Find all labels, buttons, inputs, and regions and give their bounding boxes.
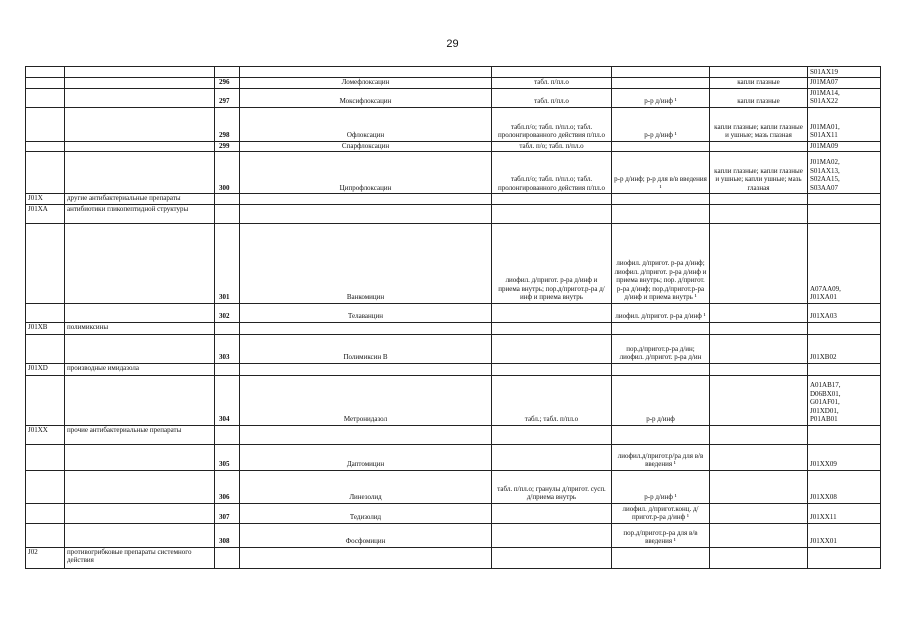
dosage-form-tablets xyxy=(492,523,612,547)
dosage-form-tablets xyxy=(492,303,612,322)
table-row xyxy=(26,223,881,303)
dosage-form-other xyxy=(710,204,808,223)
table-row xyxy=(26,375,881,425)
dosage-form-tablets xyxy=(492,194,612,205)
atc-group-code: J01XB xyxy=(26,322,65,334)
item-number xyxy=(215,204,240,223)
dosage-form-injection: пор.д/пригот.р-ра для в/в введения ¹ xyxy=(612,523,710,547)
drug-name: Фосфомицин xyxy=(240,523,492,547)
atc-group-name: противогрибковые препараты системного действия xyxy=(65,547,215,568)
dosage-form-tablets: табл. п/пл.о; гранулы д/пригот. сусп. д/приема внутрь xyxy=(492,470,612,503)
dosage-form-injection: р-р д/инф ¹ xyxy=(612,107,710,141)
dosage-form-tablets: табл. п/о; табл. п/пл.о xyxy=(492,141,612,152)
dosage-form-tablets xyxy=(492,547,612,568)
drug-name xyxy=(240,363,492,375)
dosage-form-injection xyxy=(612,204,710,223)
dosage-form-injection: р-р д/инф; р-р для в/в введения ¹ xyxy=(612,152,710,194)
dosage-form-other: капли глазные; капли глазные и ушные; мазь глазная xyxy=(710,107,808,141)
drug-name xyxy=(240,547,492,568)
dosage-form-injection: лиофил. д/пригот.конц. д/пригот.р-ра д/инф ¹ xyxy=(612,503,710,523)
dosage-form-other: капли глазные xyxy=(710,88,808,107)
dosage-form-tablets: табл.п/о; табл. п/пл.о; табл. пролонгированного действия п/пл.о xyxy=(492,152,612,194)
atc-code xyxy=(808,425,881,444)
dosage-form-injection xyxy=(612,194,710,205)
atc-group-name xyxy=(65,523,215,547)
item-number xyxy=(215,547,240,568)
drug-name: Даптомицин xyxy=(240,444,492,470)
atc-group-name xyxy=(65,78,215,89)
atc-code: J01XX09 xyxy=(808,444,881,470)
drug-name: Офлоксацин xyxy=(240,107,492,141)
atc-code: J01MA09 xyxy=(808,141,881,152)
atc-group-code xyxy=(26,78,65,89)
atc-group-code xyxy=(26,107,65,141)
atc-code: J01MA07 xyxy=(808,78,881,89)
dosage-form-other xyxy=(710,67,808,78)
dosage-form-other xyxy=(710,223,808,303)
item-number: 301 xyxy=(215,223,240,303)
group-row xyxy=(26,204,881,223)
atc-group-code xyxy=(26,152,65,194)
dosage-form-tablets xyxy=(492,334,612,363)
item-number: 302 xyxy=(215,303,240,322)
atc-code: J01XA03 xyxy=(808,303,881,322)
table-row xyxy=(26,503,881,523)
drug-name xyxy=(240,425,492,444)
atc-group-code xyxy=(26,503,65,523)
item-number: 306 xyxy=(215,470,240,503)
dosage-form-other: капли глазные; капли глазные и ушные; капли ушные; мазь глазная xyxy=(710,152,808,194)
atc-group-name xyxy=(65,503,215,523)
page-number: 29 xyxy=(446,38,459,50)
table-row xyxy=(26,141,881,152)
item-number: 308 xyxy=(215,523,240,547)
dosage-form-other xyxy=(710,503,808,523)
dosage-form-injection xyxy=(612,547,710,568)
table-row xyxy=(26,334,881,363)
atc-group-name: антибиотики гликопептидной структуры xyxy=(65,204,215,223)
dosage-form-tablets: табл. п/пл.о xyxy=(492,78,612,89)
atc-code: S01AX19 xyxy=(808,67,881,78)
atc-group-name: прочие антибактериальные препараты xyxy=(65,425,215,444)
dosage-form-tablets: табл.п/о; табл. п/пл.о; табл. пролонгированного действия п/пл.о xyxy=(492,107,612,141)
atc-code: J01XX11 xyxy=(808,503,881,523)
atc-group-name xyxy=(65,141,215,152)
drug-table-body xyxy=(26,67,881,569)
dosage-form-injection: р-р д/инф ¹ xyxy=(612,88,710,107)
dosage-form-injection: лиофил.д/пригот.р/ра для в/в введения ¹ xyxy=(612,444,710,470)
dosage-form-tablets xyxy=(492,363,612,375)
atc-code xyxy=(808,204,881,223)
atc-group-code: J01X xyxy=(26,194,65,205)
group-row xyxy=(26,425,881,444)
group-row xyxy=(26,547,881,568)
table-row xyxy=(26,303,881,322)
dosage-form-tablets: лиофил. д/пригот. р-ра д/инф и приема внутрь; пор.д/пригот.р-ра д/инф и приема внутрь xyxy=(492,223,612,303)
atc-code: J01MA01, S01AX11 xyxy=(808,107,881,141)
atc-group-code: J01XA xyxy=(26,204,65,223)
dosage-form-injection xyxy=(612,425,710,444)
atc-group-code xyxy=(26,88,65,107)
dosage-form-other xyxy=(710,547,808,568)
table-row xyxy=(26,88,881,107)
atc-group-name xyxy=(65,88,215,107)
drug-name: Телаванцин xyxy=(240,303,492,322)
atc-group-name xyxy=(65,303,215,322)
dosage-form-other xyxy=(710,375,808,425)
dosage-form-injection: лиофил. д/пригот. р-ра д/инф; лиофил. д/пригот. р-ра д/инф и приема внутрь; пор. д/пригот. р-ра д/инф; пор.д/пригот.р-ра д/инф и приема внутрь ¹ xyxy=(612,223,710,303)
dosage-form-other: капли глазные xyxy=(710,78,808,89)
dosage-form-other xyxy=(710,444,808,470)
table-row xyxy=(26,78,881,89)
atc-group-code xyxy=(26,470,65,503)
atc-group-name xyxy=(65,334,215,363)
atc-group-name xyxy=(65,444,215,470)
dosage-form-injection: лиофил. д/пригот. р-ра д/инф ¹ xyxy=(612,303,710,322)
atc-group-name: другие антибактериальные препараты xyxy=(65,194,215,205)
atc-group-code xyxy=(26,141,65,152)
dosage-form-injection xyxy=(612,67,710,78)
atc-group-code: J02 xyxy=(26,547,65,568)
table-row xyxy=(26,107,881,141)
atc-code: J01XX01 xyxy=(808,523,881,547)
group-row xyxy=(26,194,881,205)
dosage-form-tablets xyxy=(492,425,612,444)
atc-group-name xyxy=(65,107,215,141)
drug-name: Линезолид xyxy=(240,470,492,503)
dosage-form-injection xyxy=(612,141,710,152)
item-number: 304 xyxy=(215,375,240,425)
table-row xyxy=(26,470,881,503)
table-row xyxy=(26,523,881,547)
dosage-form-tablets: табл.; табл. п/пл.о xyxy=(492,375,612,425)
drug-name: Спарфлоксацин xyxy=(240,141,492,152)
atc-group-code xyxy=(26,223,65,303)
item-number: 298 xyxy=(215,107,240,141)
dosage-form-other xyxy=(710,322,808,334)
drug-name: Тедизолид xyxy=(240,503,492,523)
drug-name: Моксифлоксацин xyxy=(240,88,492,107)
atc-group-code xyxy=(26,303,65,322)
atc-code xyxy=(808,363,881,375)
dosage-form-other xyxy=(710,194,808,205)
dosage-form-other xyxy=(710,141,808,152)
dosage-form-injection: пор.д/пригот.р-ра д/ин; лиофил. д/пригот. р-ра д/ин xyxy=(612,334,710,363)
dosage-form-tablets xyxy=(492,503,612,523)
item-number: 296 xyxy=(215,78,240,89)
atc-group-code xyxy=(26,523,65,547)
dosage-form-other xyxy=(710,363,808,375)
dosage-form-other xyxy=(710,470,808,503)
atc-code: J01MA14, S01AX22 xyxy=(808,88,881,107)
atc-code xyxy=(808,322,881,334)
drug-table xyxy=(25,66,881,569)
atc-group-code: J01XD xyxy=(26,363,65,375)
item-number xyxy=(215,425,240,444)
item-number: 303 xyxy=(215,334,240,363)
drug-name: Метронидазол xyxy=(240,375,492,425)
atc-group-name xyxy=(65,375,215,425)
drug-name: Ломефлоксацин xyxy=(240,78,492,89)
drug-name xyxy=(240,194,492,205)
group-row xyxy=(26,322,881,334)
atc-group-code: J01XX xyxy=(26,425,65,444)
atc-code: A07AA09, J01XA01 xyxy=(808,223,881,303)
table-row xyxy=(26,67,881,78)
dosage-form-injection: р-р д/инф ¹ xyxy=(612,470,710,503)
dosage-form-injection xyxy=(612,322,710,334)
dosage-form-other xyxy=(710,425,808,444)
table-row xyxy=(26,152,881,194)
item-number xyxy=(215,363,240,375)
dosage-form-tablets xyxy=(492,322,612,334)
atc-code xyxy=(808,194,881,205)
atc-group-name xyxy=(65,470,215,503)
item-number: 299 xyxy=(215,141,240,152)
dosage-form-other xyxy=(710,303,808,322)
atc-group-code xyxy=(26,444,65,470)
atc-group-name: полимиксины xyxy=(65,322,215,334)
drug-name: Полимиксин В xyxy=(240,334,492,363)
atc-code: J01XB02 xyxy=(808,334,881,363)
atc-group-name: производные имидазола xyxy=(65,363,215,375)
dosage-form-injection xyxy=(612,363,710,375)
atc-group-code xyxy=(26,67,65,78)
dosage-form-tablets xyxy=(492,204,612,223)
dosage-form-other xyxy=(710,334,808,363)
dosage-form-other xyxy=(710,523,808,547)
drug-name xyxy=(240,204,492,223)
atc-code xyxy=(808,547,881,568)
table-row xyxy=(26,444,881,470)
drug-name xyxy=(240,322,492,334)
item-number xyxy=(215,322,240,334)
drug-name: Ципрофлоксацин xyxy=(240,152,492,194)
dosage-form-injection: р-р д/инф xyxy=(612,375,710,425)
dosage-form-tablets: табл. п/пл.о xyxy=(492,88,612,107)
atc-group-code xyxy=(26,375,65,425)
group-row xyxy=(26,363,881,375)
item-number xyxy=(215,194,240,205)
dosage-form-injection xyxy=(612,78,710,89)
item-number: 300 xyxy=(215,152,240,194)
dosage-form-tablets xyxy=(492,444,612,470)
atc-group-code xyxy=(26,334,65,363)
atc-code: A01AB17, D06BX01, G01AF01, J01XD01, P01AB01 xyxy=(808,375,881,425)
atc-group-name xyxy=(65,223,215,303)
item-number: 307 xyxy=(215,503,240,523)
atc-group-name xyxy=(65,67,215,78)
atc-code: J01XX08 xyxy=(808,470,881,503)
atc-code: J01MA02, S01AX13, S02AA15, S03AA07 xyxy=(808,152,881,194)
item-number: 305 xyxy=(215,444,240,470)
item-number: 297 xyxy=(215,88,240,107)
item-number xyxy=(215,67,240,78)
drug-name: Ванкомицин xyxy=(240,223,492,303)
drug-name xyxy=(240,67,492,78)
atc-group-name xyxy=(65,152,215,194)
dosage-form-tablets xyxy=(492,67,612,78)
